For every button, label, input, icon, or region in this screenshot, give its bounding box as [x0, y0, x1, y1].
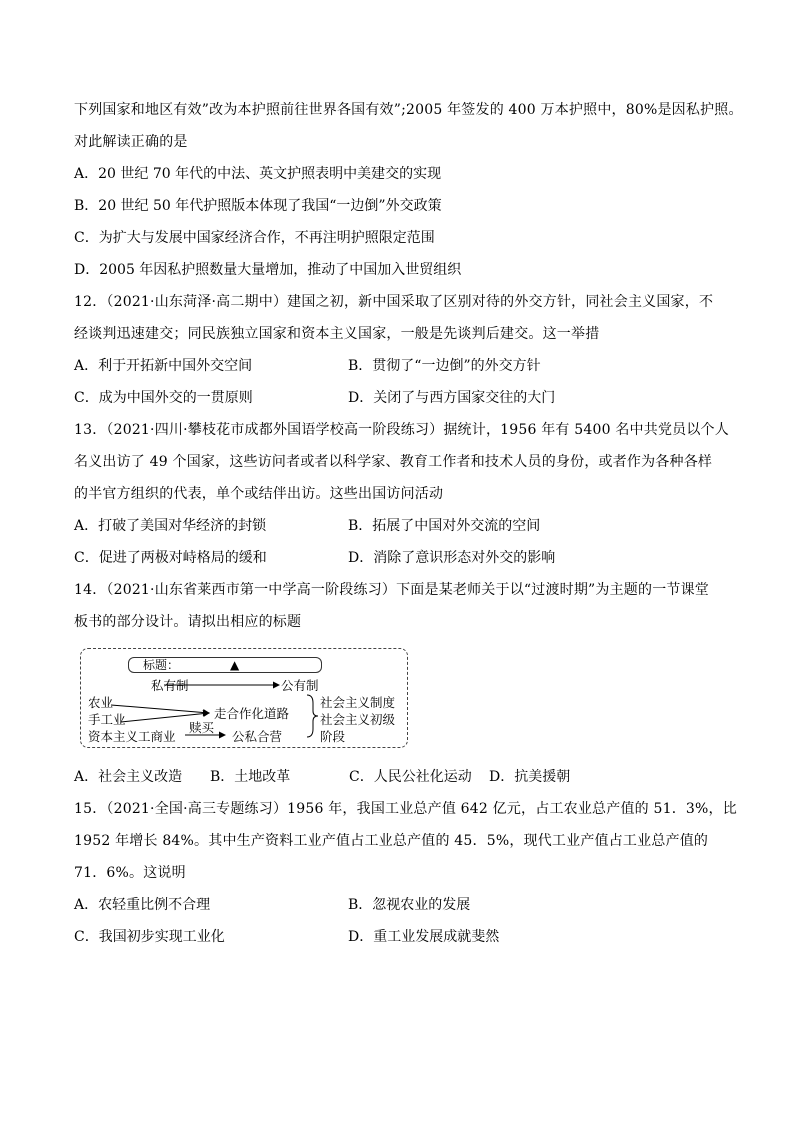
q14-option-b[interactable]: B．土地改革	[210, 769, 291, 785]
q11-option-a[interactable]: A．20 世纪 70 年代的中法、英文护照表明中美建交的实现	[74, 166, 442, 182]
socialist-system-label: 社会主义制度	[320, 695, 396, 710]
agriculture-label: 农业	[88, 695, 114, 710]
q14-option-c[interactable]: C．人民公社化运动	[349, 769, 472, 785]
capitalist-industry-label: 资本主义工商业	[88, 729, 176, 744]
cooperative-path-label: 走合作化道路	[214, 706, 290, 721]
q13-option-a[interactable]: A．打破了美国对华经济的封锁	[74, 518, 267, 534]
q15-option-b[interactable]: B．忽视农业的发展	[348, 897, 471, 913]
joint-venture-label: 公私合营	[232, 729, 283, 744]
primary-stage-label-2: 阶段	[320, 729, 346, 744]
triangle-icon: ▲	[230, 658, 240, 672]
q11-option-b[interactable]: B．20 世纪 50 年代护照版本体现了我国“一边倒”外交政策	[74, 198, 442, 214]
q14-option-d[interactable]: D．抗美援朝	[489, 769, 571, 785]
q12-stem-line-1: 12．（2021·山东菏泽·高二期中）建国之初，新中国采取了区别对待的外交方针，同社会主义国家，不	[74, 294, 714, 310]
q14-stem-line-2: 板书的部分设计。请拟出相应的标题	[74, 614, 302, 630]
q12-stem-line-2: 经谈判迅速建交；同民族独立国家和资本主义国家，一般是先谈判后建交。这一举措	[74, 326, 600, 342]
q13-option-d[interactable]: D．消除了意识形态对外交的影响	[348, 550, 556, 566]
q13-stem-line-3: 的半官方组织的代表，单个或结伴出访。这些出国访问活动	[74, 486, 444, 502]
q11-option-d[interactable]: D．2005 年因私护照数量大量增加，推动了中国加入世贸组织	[74, 262, 462, 278]
q11-stem-line-2: 对此解读正确的是	[74, 134, 188, 150]
q13-option-c[interactable]: C．促进了两极对峙格局的缓和	[74, 550, 267, 566]
q15-stem-line-3: 71．6%。这说明	[74, 865, 186, 881]
private-ownership-label: 私有制	[151, 678, 189, 693]
blackboard-diagram	[80, 648, 408, 748]
handicraft-label: 手工业	[88, 712, 126, 727]
q13-stem-line-1: 13．（2021·四川·攀枝花市成都外国语学校高一阶段练习）据统计，1956 年有 5400 名中共党员以个人	[74, 422, 729, 438]
q14-option-a[interactable]: A．社会主义改造	[74, 769, 183, 785]
q12-option-c[interactable]: C．成为中国外交的一贯原则	[74, 390, 253, 406]
q15-option-c[interactable]: C．我国初步实现工业化	[74, 929, 225, 945]
diagram-title-label: 标题：	[143, 658, 180, 672]
q12-option-d[interactable]: D．关闭了与西方国家交往的大门	[348, 390, 556, 406]
q15-stem-line-1: 15．（2021·全国·高三专题练习）1956 年，我国工业总产值 642 亿元，占工农业总产值的 51．3%，比	[74, 801, 737, 817]
redeem-label: 赎买	[189, 720, 215, 735]
q12-option-b[interactable]: B．贯彻了“一边倒”的外交方针	[348, 358, 541, 374]
q15-option-d[interactable]: D．重工业发展成就斐然	[348, 929, 500, 945]
public-ownership-label: 公有制	[281, 678, 319, 693]
q15-option-a[interactable]: A．农轻重比例不合理	[74, 897, 211, 913]
primary-stage-label-1: 社会主义初级	[320, 712, 396, 727]
q11-option-c[interactable]: C．为扩大与发展中国家经济合作，不再注明护照限定范围	[74, 230, 435, 246]
q13-option-b[interactable]: B．拓展了中国对外交流的空间	[348, 518, 541, 534]
q13-stem-line-2: 名义出访了 49 个国家，这些访问者或者以科学家、教育工作者和技术人员的身份，或者作为各种各样	[74, 454, 713, 470]
q11-stem-line-1: 下列国家和地区有效”改为本护照前往世界各国有效”;2005 年签发的 400 万本护照中，80%是因私护照。	[74, 102, 743, 118]
q14-stem-line-1: 14．（2021·山东省莱西市第一中学高一阶段练习）下面是某老师关于以“过渡时期”为主题的一节课堂	[74, 582, 710, 598]
q15-stem-line-2: 1952 年增长 84%。其中生产资料工业产值占工业总产值的 45．5%，现代工业产值占工业总产值的	[74, 833, 709, 849]
q12-option-a[interactable]: A．利于开拓新中国外交空间	[74, 358, 253, 374]
right-brace	[307, 695, 318, 737]
